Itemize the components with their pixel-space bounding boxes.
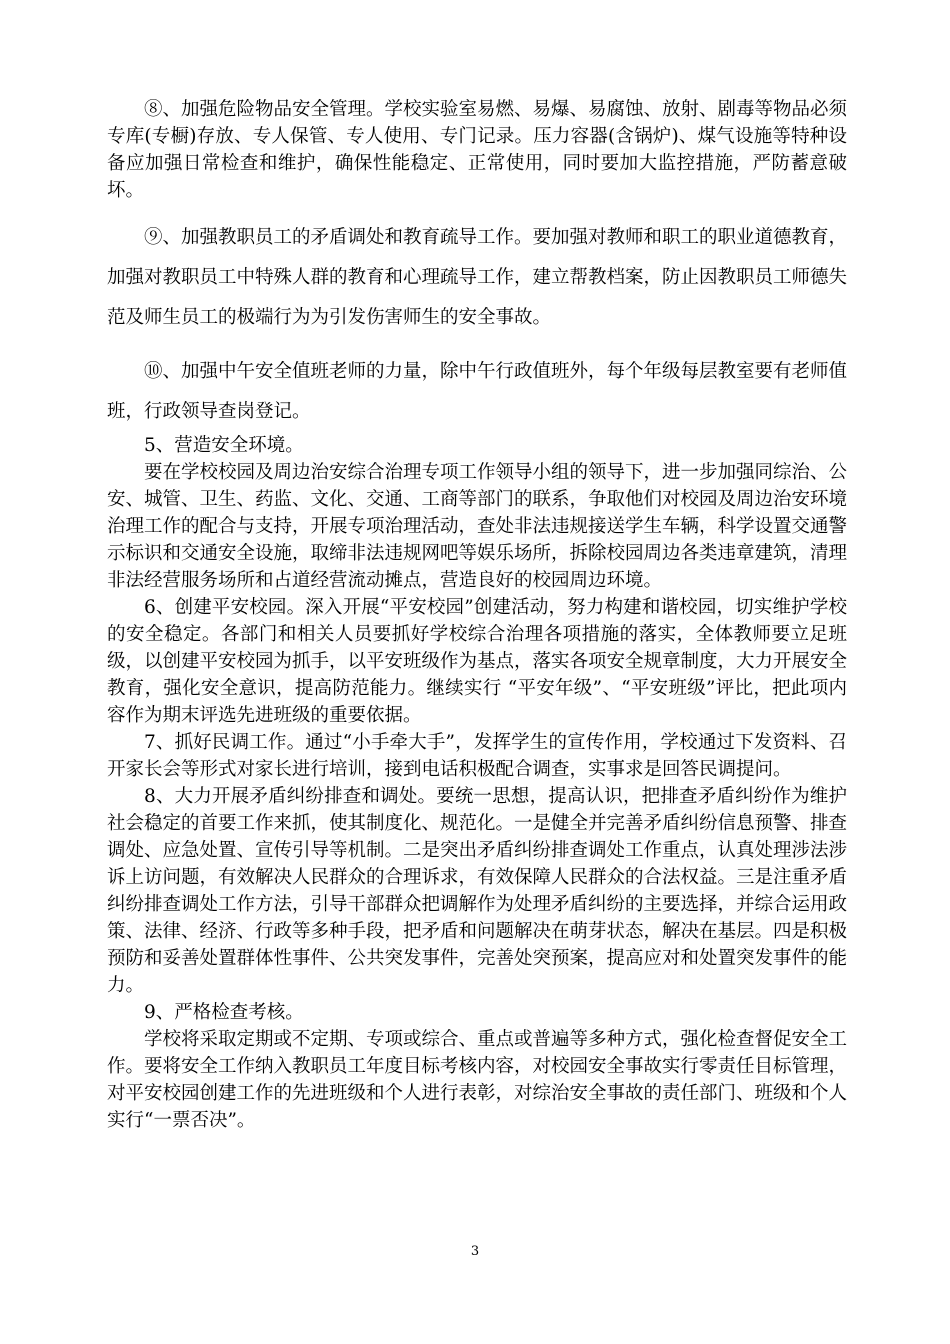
section-heading-9: 9、严格检查考核。	[144, 1002, 304, 1023]
page-number: 3	[470, 1244, 480, 1259]
section-heading-5: 5、营造安全环境。	[144, 435, 304, 456]
paragraph-environment: 要在学校校园及周边治安综合治理专项工作领导小组的领导下，进一步加强同综治、公安、城管、卫生、药监、文化、交通、工商等部门的联系，争取他们对校园及周边治安环境治理工作的配合与支持，开展专项治理活动，查处非法违规接送学生车辆，科学设置交通警示标识和交通安全设施，取缔非法违规网吧等娱乐场所，拆除校园周边各类违章建筑，清理非法经营服务场所和占道经营流动摊点，营造良好的校园周边环境。	[107, 462, 848, 591]
paragraph-section-6: 6、创建平安校园。深入开展“平安校园”创建活动，努力构建和谐校园，切实维护学校的安全稳定。各部门和相关人员要抓好学校综合治理各项措施的落实，全体教师要立足班级，以创建平安校园为抓手，以平安班级作为基点，落实各项安全规章制度，大力开展安全教育，强化安全意识，提高防范能力。继续实行 “平安年级”、“平安班级”评比，把此项内容作为期末评选先进班级的重要依据。	[107, 597, 848, 726]
body-text	[107, 96, 847, 1134]
paragraph-item-10: ⑩、加强中午安全值班老师的力量，除中午行政值班外，每个年级每层教室要有老师值班，行政领导查岗登记。	[107, 361, 848, 422]
paragraph-section-7: 7、抓好民调工作。通过“小手牵大手”，发挥学生的宣传作用，学校通过下发资料、召开家长会等形式对家长进行培训，接到电话积极配合调查，实事求是回答民调提问。	[107, 732, 847, 780]
paragraph-inspection: 学校将采取定期或不定期、专项或综合、重点或普遍等多种方式，强化检查督促安全工作。要将安全工作纳入教职员工年度目标考核内容，对校园安全事故实行零责任目标管理，对平安校园创建工作的先进班级和个人进行表彰，对综治安全事故的责任部门、班级和个人实行“一票否决”。	[107, 1029, 848, 1131]
paragraph-section-8: 8、大力开展矛盾纠纷排查和调处。要统一思想，提高认识，把排查矛盾纠纷作为维护社会稳定的首要工作来抓，使其制度化、规范化。一是健全并完善矛盾纠纷信息预警、排查调处、应急处置、宣传引导等机制。二是突出矛盾纠纷排查调处工作重点，认真处理涉法涉诉上访问题，有效解决人民群众的合理诉求，有效保障人民群众的合法权益。三是注重矛盾纠纷排查调处工作方法，引导干部群众把调解作为处理矛盾纠纷的主要选择，并综合运用政策、法律、经济、行政等多种手段，把矛盾和问题解决在萌芽状态，解决在基层。四是积极预防和妥善处置群体性事件、公共突发事件，完善处突预案，提高应对和处置突发事件的能力。	[107, 786, 848, 996]
paragraph-item-9: ⑨、加强教职员工的矛盾调处和教育疏导工作。要加强对教师和职工的职业道德教育，加强对教职员工中特殊人群的教育和心理疏导工作，建立帮教档案，防止因教职员工师德失范及师生员工的极端行为为引发伤害师生的安全事故。	[107, 227, 848, 328]
paragraph-item-8: ⑧、加强危险物品安全管理。学校实验室易燃、易爆、易腐蚀、放射、剧毒等物品必须专库(专橱)存放、专人保管、专人使用、专门记录。压力容器(含锅炉)、煤气设施等特种设备应加强日常检查和维护，确保性能稳定、正常使用，同时要加大监控措施，严防蓄意破坏。	[107, 99, 848, 201]
